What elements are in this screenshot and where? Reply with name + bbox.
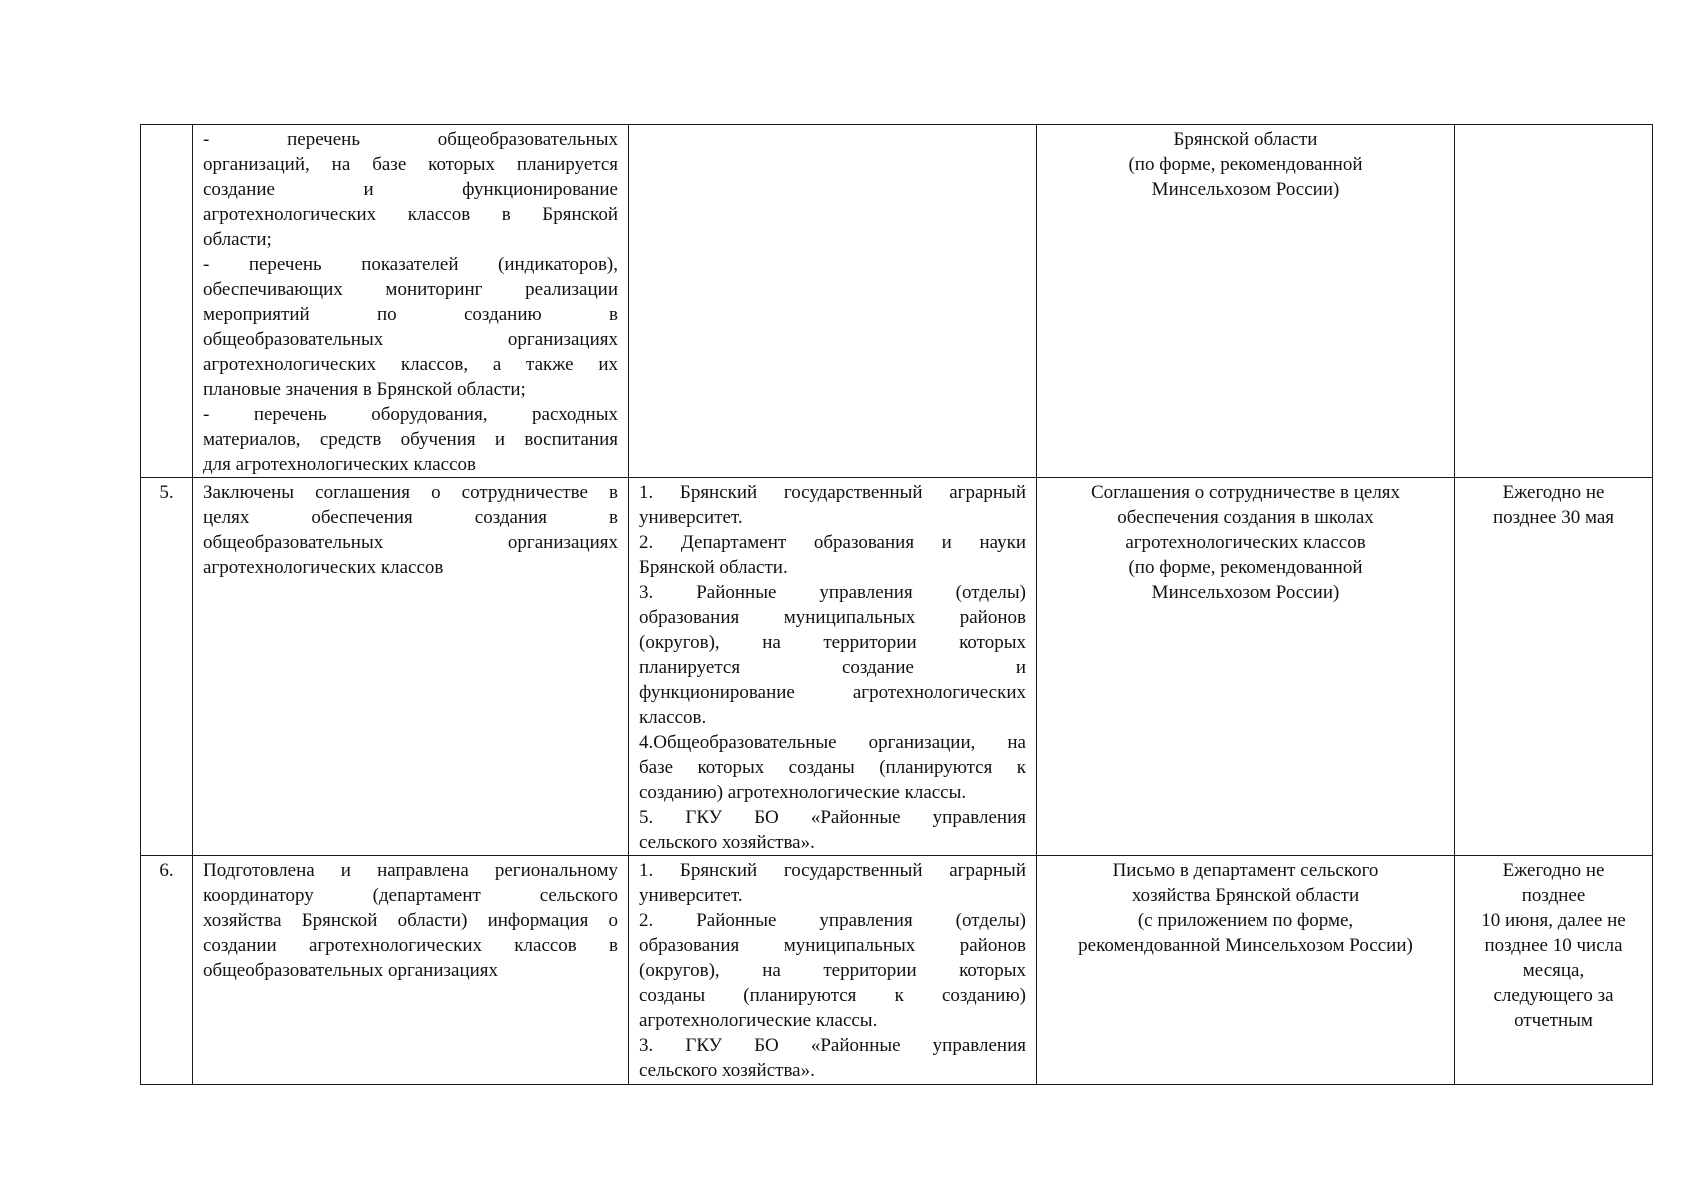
activity-cell (193, 856, 629, 1085)
cell-text-line: Заключены соглашения о сотрудничестве в (203, 482, 618, 503)
cell-text-line: месяца, (1522, 960, 1585, 981)
cell-text-line: целях обеспечения создания в (203, 507, 618, 528)
plan-table (140, 124, 1653, 1085)
cell-text-line: образования муниципальных районов (639, 935, 1026, 956)
cell-text-line: университет. (639, 507, 743, 528)
cell-text-line: агротехнологических классов в Брянской (203, 204, 618, 225)
cell-text-line: отчетным (1514, 1010, 1593, 1031)
cell-text-line: агротехнологические классы. (639, 1010, 878, 1031)
cell-text-line: сельского хозяйства». (639, 1060, 815, 1081)
table-row (141, 125, 1653, 478)
cell-text-line: 5. ГКУ БО «Районные управления (639, 807, 1026, 828)
cell-text-line: (по форме, рекомендованной (1128, 154, 1363, 175)
cell-text-line: Подготовлена и направлена региональному (203, 860, 618, 881)
cell-text-line: плановые значения в Брянской области; (203, 379, 526, 400)
cell-text-line: Соглашения о сотрудничестве в целях (1090, 482, 1401, 503)
cell-text-line: 1. Брянский государственный аграрный (639, 482, 1026, 503)
cell-text-line: позднее (1521, 885, 1586, 906)
cell-text-line: 1. Брянский государственный аграрный (639, 860, 1026, 881)
cell-text-line: сельского хозяйства». (639, 832, 815, 853)
responsible-cell (629, 478, 1037, 856)
cell-text-line: планируется создание и (639, 657, 1026, 678)
cell-text-line: Брянской области (1173, 129, 1318, 150)
cell-text-line: - перечень общеобразовательных (203, 129, 618, 150)
cell-text-line: обеспечения создания в школах (1117, 507, 1374, 528)
responsible-cell (629, 125, 1037, 478)
cell-text-line: координатору (департамент сельского (203, 885, 618, 906)
cell-text-line: позднее 10 числа (1484, 935, 1623, 956)
cell-text-line: - перечень оборудования, расходных (203, 404, 618, 425)
cell-text-line: следующего за (1493, 985, 1614, 1006)
cell-text-line: позднее 30 мая (1492, 507, 1615, 528)
cell-text-line: классов. (639, 707, 707, 728)
cell-text-line: области; (203, 229, 272, 250)
cell-text-line: функционирование агротехнологических (639, 682, 1026, 703)
cell-text-line: 2. Районные управления (отделы) (639, 910, 1026, 931)
cell-text-line: общеобразовательных организациях (203, 329, 618, 350)
cell-text-line: (с приложением по форме, (1137, 910, 1354, 931)
cell-text-line: для агротехнологических классов (203, 454, 476, 475)
cell-text-line: (округов), на территории которых (639, 632, 1026, 653)
cell-text-line: общеобразовательных организациях (203, 532, 618, 553)
cell-text-line: агротехнологических классов (203, 557, 444, 578)
cell-text-line: организаций, на базе которых планируется (203, 154, 618, 175)
cell-text-line: - перечень показателей (индикаторов), (203, 254, 618, 275)
document-form-cell (1037, 856, 1455, 1085)
cell-text-line: 4.Общеобразовательные организации, на (639, 732, 1026, 753)
document-form-cell (1037, 478, 1455, 856)
cell-text-line: базе которых созданы (планируются к (639, 757, 1026, 778)
cell-text-line: рекомендованной Минсельхозом России) (1078, 935, 1413, 956)
cell-text-line: 2. Департамент образования и науки (639, 532, 1026, 553)
row-number-cell (141, 125, 193, 478)
cell-text-line: Ежегодно не (1502, 860, 1605, 881)
cell-text-line: Письмо в департамент сельского (1112, 860, 1379, 881)
cell-text-line: мероприятий по созданию в (203, 304, 618, 325)
cell-text-line: создание и функционирование (203, 179, 618, 200)
activity-cell (193, 478, 629, 856)
cell-text-line: Брянской области. (639, 557, 788, 578)
cell-text-line: Минсельхозом России) (1151, 582, 1340, 603)
cell-text-line: материалов, средств обучения и воспитания (203, 429, 618, 450)
cell-text-line: 3. Районные управления (отделы) (639, 582, 1026, 603)
table-row (141, 478, 1653, 856)
cell-text-line: созданию) агротехнологические классы. (639, 782, 967, 803)
responsible-cell (629, 856, 1037, 1085)
document-form-cell (1037, 125, 1455, 478)
cell-text-line: Минсельхозом России) (1151, 179, 1340, 200)
cell-text-line: агротехнологических классов, а также их (203, 354, 618, 375)
table-row (141, 856, 1653, 1085)
cell-text-line: создании агротехнологических классов в (203, 935, 618, 956)
row-number-cell: 6. (141, 856, 193, 1085)
cell-text-line: 3. ГКУ БО «Районные управления (639, 1035, 1026, 1056)
row-number-cell: 5. (141, 478, 193, 856)
deadline-cell (1455, 125, 1653, 478)
activity-cell (193, 125, 629, 478)
deadline-cell (1455, 478, 1653, 856)
plan-table-body (141, 125, 1653, 1085)
cell-text-line: созданы (планируются к созданию) (639, 985, 1026, 1006)
cell-text-line: университет. (639, 885, 743, 906)
cell-text-line: образования муниципальных районов (639, 607, 1026, 628)
cell-text-line: 10 июня, далее не (1481, 910, 1626, 931)
cell-text-line: агротехнологических классов (1125, 532, 1366, 553)
cell-text-line: хозяйства Брянской области) информация о (203, 910, 618, 931)
cell-text-line: хозяйства Брянской области (1131, 885, 1360, 906)
cell-text-line: (по форме, рекомендованной (1128, 557, 1363, 578)
cell-text-line: (округов), на территории которых (639, 960, 1026, 981)
deadline-cell (1455, 856, 1653, 1085)
cell-text-line: Ежегодно не (1502, 482, 1605, 503)
cell-text-line: обеспечивающих мониторинг реализации (203, 279, 618, 300)
cell-text-line: общеобразовательных организациях (203, 960, 499, 981)
